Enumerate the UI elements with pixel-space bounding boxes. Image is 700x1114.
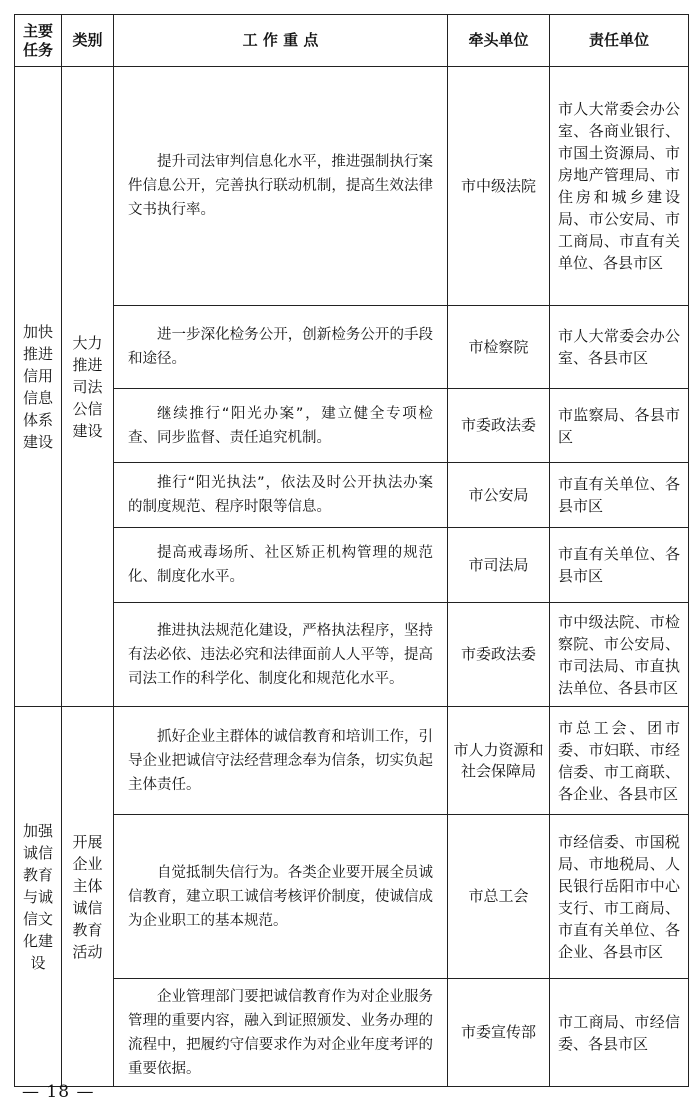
work-focus-cell: 推行“阳光执法”，依法及时公开执法办案的制度规范、程序时限等信息。 <box>114 463 448 528</box>
lead-unit-cell: 市人力资源和社会保障局 <box>448 707 550 815</box>
work-plan-table <box>14 14 689 1087</box>
work-focus-cell: 抓好企业主群体的诚信教育和培训工作，引导企业把诚信守法经营理念奉为信条，切实负起主体责任。 <box>114 707 448 815</box>
work-focus-cell: 推进执法规范化建设，严格执法程序，坚持有法必依、违法必究和法律面前人人平等，提高司法工作的科学化、制度化和规范化水平。 <box>114 603 448 707</box>
work-focus-cell: 继续推行“阳光办案”，建立健全专项检查、同步监督、责任追究机制。 <box>114 389 448 463</box>
responsible-unit-cell: 市经信委、市国税局、市地税局、人民银行岳阳市中心支行、市工商局、市直有关单位、各企业、各县市区 <box>550 815 689 979</box>
header-lead-unit: 牵头单位 <box>448 15 550 67</box>
table-row <box>15 463 689 528</box>
work-focus-cell: 自觉抵制失信行为。各类企业要开展全员诚信教育，建立职工诚信考核评价制度，使诚信成为企业职工的基本规范。 <box>114 815 448 979</box>
lead-unit-cell: 市检察院 <box>448 306 550 389</box>
work-focus-cell: 企业管理部门要把诚信教育作为对企业服务管理的重要内容，融入到证照颁发、业务办理的流程中，把履约守信要求作为对企业年度考评的重要依据。 <box>114 979 448 1087</box>
header-work-focus: 工 作 重 点 <box>114 15 448 67</box>
table-row <box>15 979 689 1087</box>
table-row <box>15 389 689 463</box>
header-main-task: 主要任务 <box>15 15 62 67</box>
table-row <box>15 528 689 603</box>
table-row <box>15 815 689 979</box>
header-responsible-unit: 责任单位 <box>550 15 689 67</box>
responsible-unit-cell: 市直有关单位、各县市区 <box>550 463 689 528</box>
responsible-unit-cell: 市人大常委会办公室、各县市区 <box>550 306 689 389</box>
work-focus-cell: 提高戒毒场所、社区矫正机构管理的规范化、制度化水平。 <box>114 528 448 603</box>
page-number: — 18 — <box>22 1082 95 1102</box>
table-row <box>15 603 689 707</box>
responsible-unit-cell: 市直有关单位、各县市区 <box>550 528 689 603</box>
responsible-unit-cell: 市总工会、团市委、市妇联、市经信委、市工商联、各企业、各县市区 <box>550 707 689 815</box>
lead-unit-cell: 市委宣传部 <box>448 979 550 1087</box>
main-task-cell: 加快推进信用信息体系建设 <box>15 67 62 707</box>
lead-unit-cell: 市司法局 <box>448 528 550 603</box>
lead-unit-cell: 市委政法委 <box>448 603 550 707</box>
responsible-unit-cell: 市中级法院、市检察院、市公安局、市司法局、市直执法单位、各县市区 <box>550 603 689 707</box>
category-cell: 大力推进司法公信建设 <box>62 67 114 707</box>
lead-unit-cell: 市中级法院 <box>448 67 550 306</box>
work-focus-cell: 提升司法审判信息化水平，推进强制执行案件信息公开，完善执行联动机制，提高生效法律文书执行率。 <box>114 67 448 306</box>
category-cell: 开展企业主体诚信教育活动 <box>62 707 114 1087</box>
lead-unit-cell: 市公安局 <box>448 463 550 528</box>
table-row <box>15 306 689 389</box>
lead-unit-cell: 市委政法委 <box>448 389 550 463</box>
responsible-unit-cell: 市人大常委会办公室、各商业银行、市国土资源局、市房地产管理局、市住房和城乡建设局、市公安局、市工商局、市直有关单位、各县市区 <box>550 67 689 306</box>
responsible-unit-cell: 市工商局、市经信委、各县市区 <box>550 979 689 1087</box>
table-row <box>15 707 689 815</box>
responsible-unit-cell: 市监察局、各县市区 <box>550 389 689 463</box>
lead-unit-cell: 市总工会 <box>448 815 550 979</box>
table-row <box>15 67 689 306</box>
work-focus-cell: 进一步深化检务公开，创新检务公开的手段和途径。 <box>114 306 448 389</box>
header-row <box>15 15 689 67</box>
header-category: 类别 <box>62 15 114 67</box>
main-task-cell: 加强诚信教育与诚信文化建设 <box>15 707 62 1087</box>
